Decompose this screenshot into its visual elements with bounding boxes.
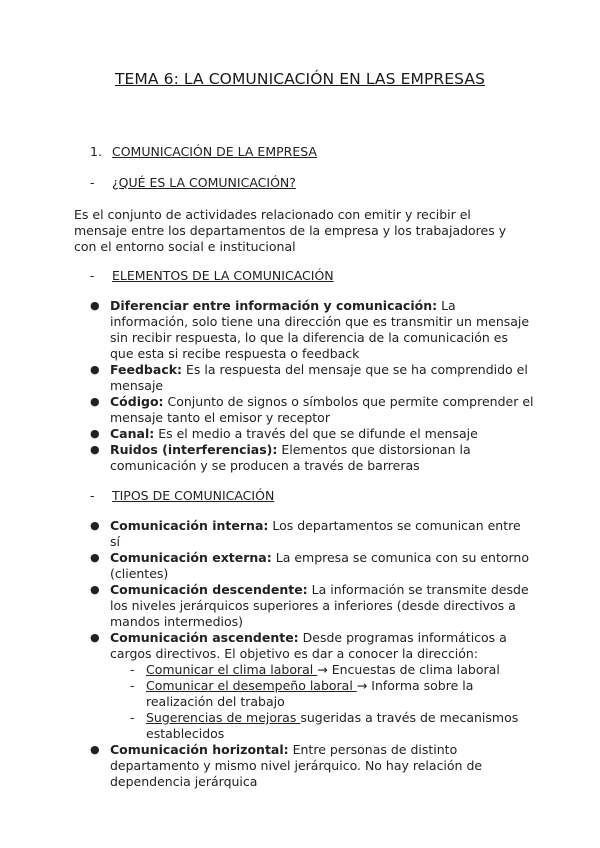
- bullet-marker: ●: [90, 299, 100, 312]
- list-item: [74, 742, 534, 790]
- item-term: Canal:: [110, 426, 155, 441]
- section-heading-1: [90, 144, 317, 159]
- item-term: Comunicación descendente:: [110, 582, 308, 597]
- bullet-marker: ●: [90, 443, 100, 456]
- dash-marker: -: [90, 268, 95, 283]
- item-term: Feedback:: [110, 362, 183, 377]
- item-text: La información, solo tiene una dirección que es transmitir un mensaje sin recibir respuesta, lo que la diferencia de la comunicación es que esta si recibe respuesta o feedback: [110, 298, 530, 361]
- page-title: TEMA 6: LA COMUNICACIÓN EN LAS EMPRESAS: [114, 70, 486, 88]
- sublist-item: [110, 678, 534, 710]
- sublist-link-text: Sugerencias de mejoras: [146, 710, 301, 725]
- list-item: [74, 630, 534, 742]
- arrow-icon: →: [356, 678, 368, 693]
- dash-marker: -: [130, 678, 135, 693]
- item-text: Conjunto de signos o símbolos que permite comprender el mensaje tanto el emisor y receptor: [110, 394, 534, 425]
- item-text: Es la respuesta del mensaje que se ha comprendido el mensaje: [110, 362, 528, 393]
- item-text: Elementos que distorsionan la comunicación y se producen a través de barreras: [110, 442, 471, 473]
- ascendente-sublist: [110, 662, 534, 742]
- item-term: Diferenciar entre información y comunicación:: [110, 298, 438, 313]
- section-number: 1.: [90, 144, 102, 159]
- bullet-marker: ●: [90, 395, 100, 408]
- item-term: Código:: [110, 394, 164, 409]
- sublist-link-text: Comunicar el desempeño laboral: [146, 678, 357, 693]
- tipos-list: [74, 518, 534, 790]
- definition-paragraph: Es el conjunto de actividades relacionado con emitir y recibir el mensaje entre los departamentos de la empresa y los trabajadores y con el entorno social e institucional: [74, 207, 507, 254]
- sublist-link-text: Comunicar el clima laboral: [146, 662, 318, 677]
- item-text: La información se transmite desde los niveles jerárquicos superiores a inferiores (desde directivos a mandos intermedios): [110, 582, 529, 629]
- section-label: COMUNICACIÓN DE LA EMPRESA: [111, 144, 317, 159]
- bullet-marker: ●: [90, 363, 100, 376]
- item-text: Es el medio a través del que se difunde el mensaje: [154, 426, 478, 441]
- list-item: [74, 394, 534, 426]
- item-term: Ruidos (interferencias):: [110, 442, 278, 457]
- sublist-text: sugeridas a través de mecanismos establecidos: [146, 710, 519, 741]
- dash-marker: -: [130, 662, 135, 677]
- item-term: Comunicación externa:: [110, 550, 272, 565]
- item-text: Desde programas informáticos a cargos directivos. El objetivo es dar a conocer la dirección:: [110, 630, 507, 661]
- subheading-label: ¿QUÉ ES LA COMUNICACIÓN?: [111, 175, 296, 190]
- bullet-marker: ●: [90, 743, 100, 756]
- list-item: [74, 582, 534, 630]
- bullet-marker: ●: [90, 583, 100, 596]
- list-item: [74, 518, 534, 550]
- subheading-label: ELEMENTOS DE LA COMUNICACIÓN: [111, 268, 334, 283]
- bullet-marker: ●: [90, 427, 100, 440]
- item-term: Comunicación interna:: [110, 518, 269, 533]
- list-item: [74, 426, 534, 442]
- list-item: [74, 362, 534, 394]
- subheading-label: TIPOS DE COMUNICACIÓN: [111, 488, 275, 503]
- subheading-elementos: [90, 268, 334, 283]
- dash-marker: -: [130, 710, 135, 725]
- item-text: Los departamentos se comunican entre sí: [110, 518, 521, 549]
- list-item: [74, 442, 534, 474]
- bullet-marker: ●: [90, 631, 100, 644]
- arrow-icon: →: [317, 662, 328, 677]
- sublist-text: Encuestas de clima laboral: [327, 662, 500, 677]
- sublist-item: [110, 662, 534, 678]
- dash-marker: -: [90, 488, 95, 503]
- sublist-text: Informa sobre la realización del trabajo: [146, 678, 474, 709]
- item-text: La empresa se comunica con su entorno (clientes): [110, 550, 529, 581]
- list-item: [74, 298, 534, 362]
- elementos-list: [74, 298, 534, 474]
- bullet-marker: ●: [90, 551, 100, 564]
- bullet-marker: ●: [90, 519, 100, 532]
- item-term: Comunicación ascendente:: [110, 630, 299, 645]
- item-term: Comunicación horizontal:: [110, 742, 289, 757]
- item-text: Entre personas de distinto departamento y mismo nivel jerárquico. No hay relación de dependencia jerárquica: [110, 742, 483, 789]
- subheading-tipos: [90, 488, 274, 503]
- sublist-item: [110, 710, 534, 742]
- subheading-que-es: [90, 175, 296, 190]
- list-item: [74, 550, 534, 582]
- dash-marker: -: [90, 175, 95, 190]
